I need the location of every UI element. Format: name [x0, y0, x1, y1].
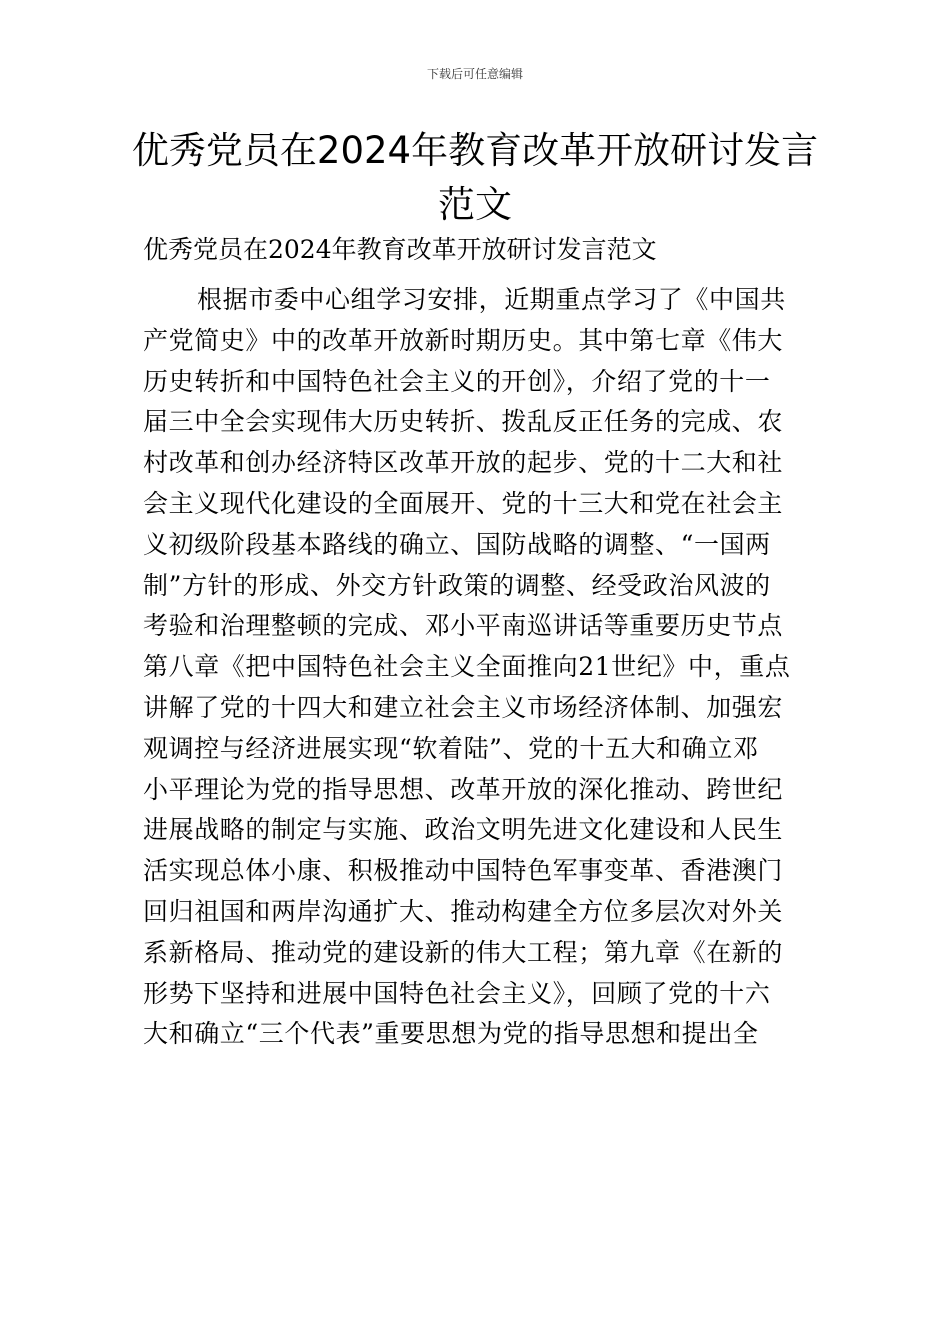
body-line: 观调控与经济进展实现“软着陆”、党的十五大和确立邓: [143, 733, 759, 763]
body-line: 大和确立“三个代表”重要思想为党的指导思想和提出全: [143, 1019, 759, 1049]
page-header-note: 下载后可任意编辑: [426, 67, 523, 81]
body-line: 制”方针的形成、外交方针政策的调整、经受政治风波的: [143, 570, 771, 600]
body-line: 活实现总体小康、积极推动中国特色军事变革、香港澳门: [143, 856, 784, 886]
document-title-line-2: 范文: [438, 183, 512, 226]
body-line: 小平理论为党的指导思想、改革开放的深化推动、跨世纪: [143, 774, 784, 804]
document-title: [120, 124, 830, 232]
body-line: 考验和治理整顿的完成、邓小平南巡讲话等重要历史节点: [143, 611, 784, 641]
body-line: 系新格局、推动党的建设新的伟大工程；第九章《在新的: [143, 937, 784, 967]
body-line: 进展战略的制定与实施、政治文明先进文化建设和人民生: [143, 815, 784, 845]
document-body: [143, 280, 805, 1055]
body-line: 历史转折和中国特色社会主义的开创》，介绍了党的十一: [143, 366, 771, 396]
body-line: 届三中全会实现伟大历史转折、拨乱反正任务的完成、农: [143, 407, 784, 437]
body-line: 产党简史》中的改革开放新时期历史。其中第七章《伟大: [143, 325, 784, 355]
body-line: 村改革和创办经济特区改革开放的起步、党的十二大和社: [143, 448, 784, 478]
body-line: 根据市委中心组学习安排，近期重点学习了《中国共: [197, 285, 786, 314]
document-subtitle: 优秀党员在2024年教育改革开放研讨发言范文: [143, 235, 657, 264]
body-line: 第八章《把中国特色社会主义全面推向21世纪》中，重点: [143, 652, 791, 682]
body-line: 回归祖国和两岸沟通扩大、推动构建全方位多层次对外关: [143, 896, 784, 926]
body-line: 形势下坚持和进展中国特色社会主义》，回顾了党的十六: [143, 978, 771, 1008]
body-line: 讲解了党的十四大和建立社会主义市场经济体制、加强宏: [143, 692, 784, 722]
body-line: 会主义现代化建设的全面展开、党的十三大和党在社会主: [143, 488, 784, 518]
document-title-line-1: 优秀党员在2024年教育改革开放研讨发言: [131, 129, 819, 172]
body-line: 义初级阶段基本路线的确立、国防战略的调整、“一国两: [143, 529, 771, 559]
